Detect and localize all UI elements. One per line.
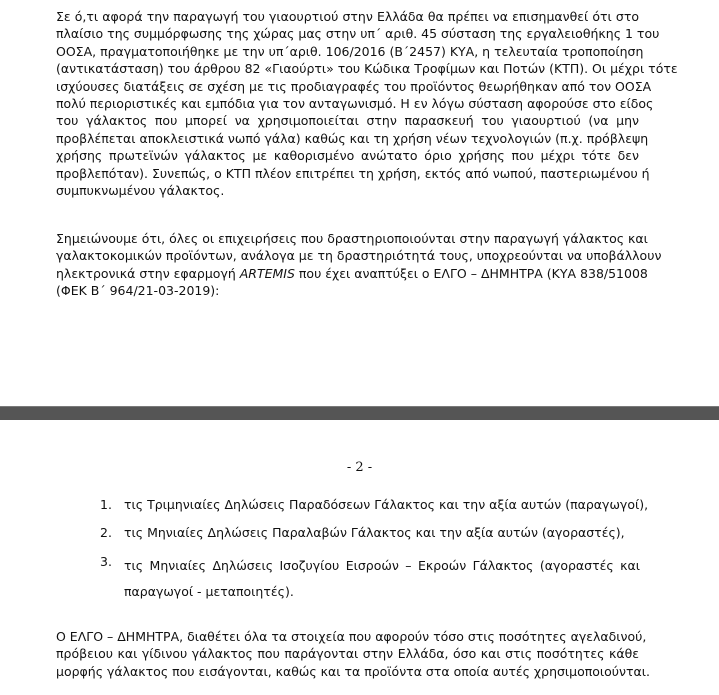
text-line: πρόβειου και γίδινου γάλακτος που παράγονται στην Ελλάδα, όσο και στις ποσότητες κάθε	[56, 646, 639, 662]
text-line: προβλέπεται αποκλειστικά νωπό γάλα) καθώς και τη χρήση νέων τεχνολογιών (π.χ. πρόβλεψη	[56, 130, 649, 146]
list-item-number: 1.	[100, 497, 112, 512]
text-line: χρήσης πρωτεϊνών γάλακτος με καθορισμένο ανώτατο όριο χρήσης που μέχρι τότε δεν	[56, 148, 639, 164]
text-line: ΟΟΣΑ, πραγματοποιήθηκε με την υπ΄αριθ. 106/2016 (Β΄2457) ΚΥΑ, η τελευταία τροποποίηση	[56, 43, 644, 59]
list-item-number: 3.	[100, 554, 112, 569]
text-line: (αντικατάσταση) του άρθρου 82 «Γιαούρτι» του Κώδικα Τροφίμων και Ποτών (ΚΤΠ). Οι μέχρι τότε	[56, 61, 678, 77]
text-line: παραγωγοί - μεταποιητές).	[124, 584, 294, 599]
text-line: τις Μηνιαίες Δηλώσεις Ισοζυγίου Εισροών – Εκροών Γάλακτος (αγοραστές και	[124, 558, 640, 573]
list-item-text	[124, 553, 640, 605]
page-number: - 2 -	[346, 460, 373, 475]
text-line: Σημειώνουμε ότι, όλες οι επιχειρήσεις που δραστηριοποιούνται στην παραγωγή γάλακτος και	[56, 231, 648, 246]
text-line: τις Μηνιαίες Δηλώσεις Παραλαβών Γάλακτος και την αξία αυτών (αγοραστές),	[124, 525, 625, 540]
text-line: πολύ περιοριστικές και εμπόδια για τον ανταγωνισμό. Η εν λόγω σύσταση αφορούσε στο είδος	[56, 96, 654, 112]
list-item-number: 2.	[100, 525, 112, 540]
text-line: προβλεπόταν). Συνεπώς, ο ΚΤΠ πλέον επιτρέπει τη χρήση, εκτός από νωπού, παστεριωμένου ή	[56, 165, 650, 181]
text-line: ισχύουσες διατάξεις σε σχέση με τις προδιαγραφές του προϊόντος θεωρήθηκαν από τον ΟΟΣΑ	[56, 78, 652, 94]
text-line: Σε ό,τι αφορά την παραγωγή του γιαουρτιού στην Ελλάδα θα πρέπει να επισημανθεί ότι στο	[56, 9, 639, 24]
text-line: συμπυκνωμένου γάλακτος.	[56, 183, 225, 199]
text-line: Ο ΕΛΓΟ – ΔΗΜΗΤΡΑ, διαθέτει όλα τα στοιχεία που αφορούν τόσο στις ποσότητες αγελαδινού,	[56, 629, 647, 644]
paragraph-artemis-obligation	[56, 230, 662, 300]
text-line: μορφής γάλακτος που εισάγονται, καθώς και τα προϊόντα στα οποία αυτές χρησιμοποιούνται.	[56, 663, 650, 679]
text-line: του γάλακτος που μπορεί να χρησιμοποιείται στην παρασκευή του γιαουρτιού (να μην	[56, 113, 639, 129]
paragraph-elgo-data	[56, 628, 650, 680]
text-line: πλαίσιο της συμμόρφωσης της χώρας μας στην υπ΄ αριθ. 45 σύσταση της εργαλειοθήκης 1 του	[56, 26, 660, 42]
list-item-text	[124, 496, 649, 513]
text-fragment: ηλεκτρονικά στην εφαρμογή	[56, 265, 240, 281]
text-fragment: που έχει αναπτύξει ο ΕΛΓΟ – ΔΗΜΗΤΡΑ (ΚΥΑ 838/51008	[294, 265, 648, 281]
list-item-text	[124, 524, 640, 541]
paragraph-yogurt-production	[56, 8, 678, 199]
text-line: τις Τριμηνιαίες Δηλώσεις Παραδόσεων Γάλακτος και την αξία αυτών (παραγωγοί),	[124, 497, 649, 512]
text-line: γαλακτοκομικών προϊόντων, ανάλογα με τη δραστηριότητά τους, υποχρεούνται να υποβάλλουν	[56, 248, 662, 264]
text-line	[56, 265, 648, 282]
text-line: (ΦΕΚ Β΄ 964/21-03-2019):	[56, 283, 220, 299]
artemis-emphasis: ARTEMIS	[239, 265, 295, 281]
